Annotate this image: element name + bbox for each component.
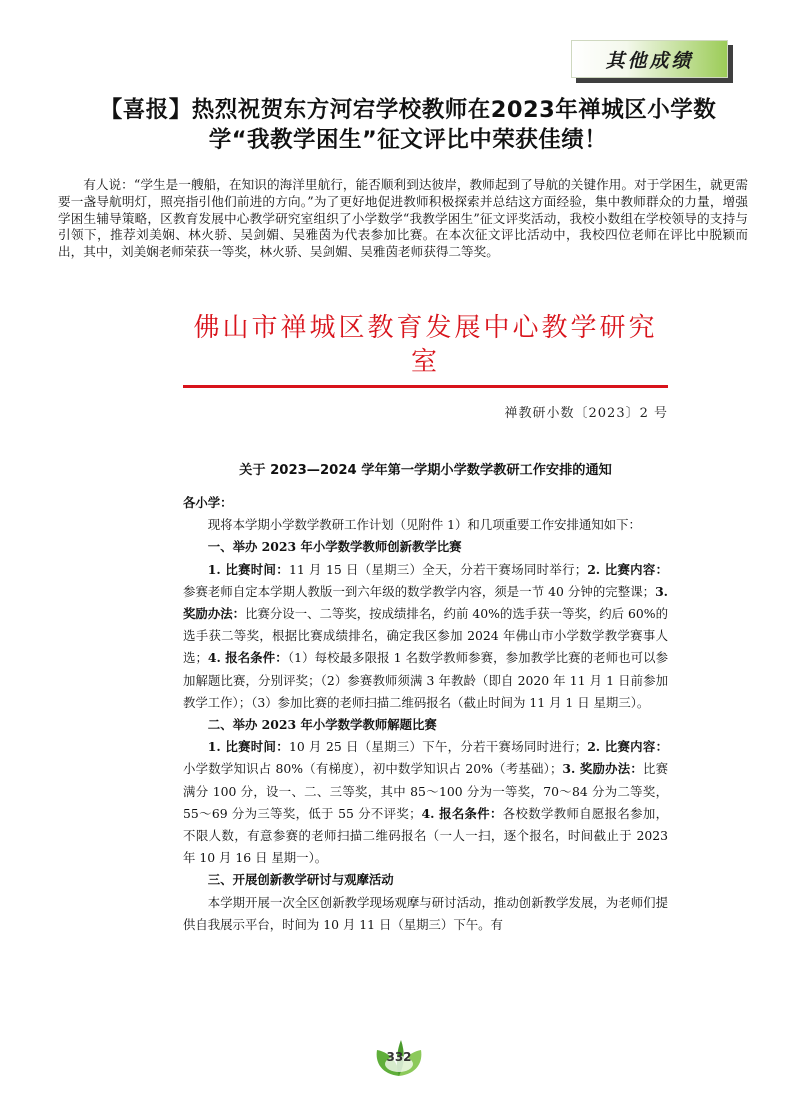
section-1-text-4: （1）每校最多限报 1 名数学教师参赛，参加教学比赛的老师也可以参加解题比赛，分别评奖；（2）参赛教师须满 3 年教龄（即自 2020 年 11 月 1 日前参加教学工作）；（3）参加比赛的老师扫描二维码报名（截止时间为 11 月 1 日 星期三）。	[183, 650, 669, 710]
section-1-paragraph	[183, 559, 668, 714]
document-org-header: 佛山市禅城区教育发展中心教学研究室	[193, 313, 658, 377]
official-document	[183, 305, 668, 936]
section-1-term-2: 2. 比赛内容：	[587, 561, 668, 577]
section-2-heading: 二、举办 2023 年小学数学教师解题比赛	[207, 717, 437, 733]
section-tag	[571, 40, 733, 84]
section-3-paragraph: 本学期开展一次全区创新教学现场观摩与研讨活动，推动创新教学发展，为老师们提供自我展示平台，时间为 10 月 11 日（星期三）下午。有	[183, 894, 668, 932]
section-1-term-1: 1. 比赛时间：	[207, 561, 289, 577]
section-2-text-3: 比赛满分 100 分，设一、二、三等奖，其中 85～100 分为一等奖，70～84 分为二等奖，55～69 分为三等奖，低于 55 分不评奖；	[183, 761, 669, 821]
section-2-term-1: 1. 比赛时间：	[207, 739, 289, 755]
section-1-text-2: 参赛老师自定本学期人教版一到六年级的数学教学内容，须是一节 40 分钟的完整课；	[183, 583, 656, 599]
headline-line-1: 【喜报】热烈祝贺东方河宕学校教师在2023年禅城区小学数	[99, 97, 717, 123]
section-2-text-2: 小学数学知识占 80%（有梯度），初中数学知识占 20%（考基础）；	[183, 761, 563, 777]
section-2-text-1: 10 月 25 日（星期三）下午，分若干赛场同时进行；	[288, 739, 588, 755]
section-1-term-3: 3. 奖励办法：	[183, 583, 668, 622]
page-number: 332	[386, 1050, 412, 1064]
section-1-text-3: 比赛分设一、二等奖，按成绩排名，约前 40%的选手获一等奖，约后 60%的选手获二等奖，根据比赛成绩排名，确定我区参加 2024 年佛山市小学数学教学赛事人选；	[183, 606, 668, 666]
section-2-term-4: 4. 报名条件：	[421, 805, 503, 821]
headline-line-2: 学“我教学困生”征文评比中荣获佳绩！	[208, 127, 608, 153]
section-1-term-4: 4. 报名条件：	[207, 650, 288, 666]
section-3-heading: 三、开展创新教学研讨与观摩活动	[207, 872, 394, 888]
document-opening: 现将本学期小学数学教研工作计划（见附件 1）和几项重要工作安排通知如下：	[207, 517, 641, 533]
section-1-heading: 一、举办 2023 年小学数学教师创新教学比赛	[207, 539, 462, 555]
section-2-text-4: 各校数学教师自愿报名参加，不限人数，有意参赛的老师扫描二维码报名（一人一扫，逐个报名，时间截止于 2023 年 10 月 16 日 星期一）。	[183, 805, 669, 866]
document-red-rule	[183, 385, 668, 388]
section-2-paragraph	[183, 736, 668, 869]
document-number: 禅教研小数〔2023〕2 号	[504, 406, 668, 421]
section-1-text-1: 11 月 15 日（星期三）全天，分若干赛场同时举行；	[288, 561, 588, 577]
section-tag-label: 其他成绩	[571, 40, 728, 78]
intro-paragraph: 有人说：“学生是一艘船，在知识的海洋里航行，能否顺利到达彼岸，教师起到了导航的关键作用。对于学困生，就更需要一盏导航明灯，照亮指引他们前进的方向。”为了更好地促进教师积极探索并总结这方面经验，集中教师群众的力量，增强学困生辅导策略，区教育发展中心教学研究室组织了小学数学“我教学困生”征文评奖活动，我校小数组在学校领导的支持与引领下，推荐刘美娴、林火骄、吴剑媚、吴雅茵为代表参加比赛。在本次征文评比活动中，我校四位老师在评比中脱颖而出，其中，刘美娴老师荣获一等奖，林火骄、吴剑媚、吴雅茵老师获得二等奖。	[58, 177, 748, 260]
document-title: 关于 2023—2024 学年第一学期小学数学教研工作安排的通知	[239, 463, 612, 478]
document-salutation: 各小学：	[183, 495, 233, 510]
page-number-badge	[367, 1036, 431, 1080]
section-2-term-2: 2. 比赛内容：	[587, 739, 668, 755]
document-body	[183, 492, 668, 936]
section-2-term-3: 3. 奖励办法：	[562, 761, 643, 777]
headline	[58, 95, 758, 155]
